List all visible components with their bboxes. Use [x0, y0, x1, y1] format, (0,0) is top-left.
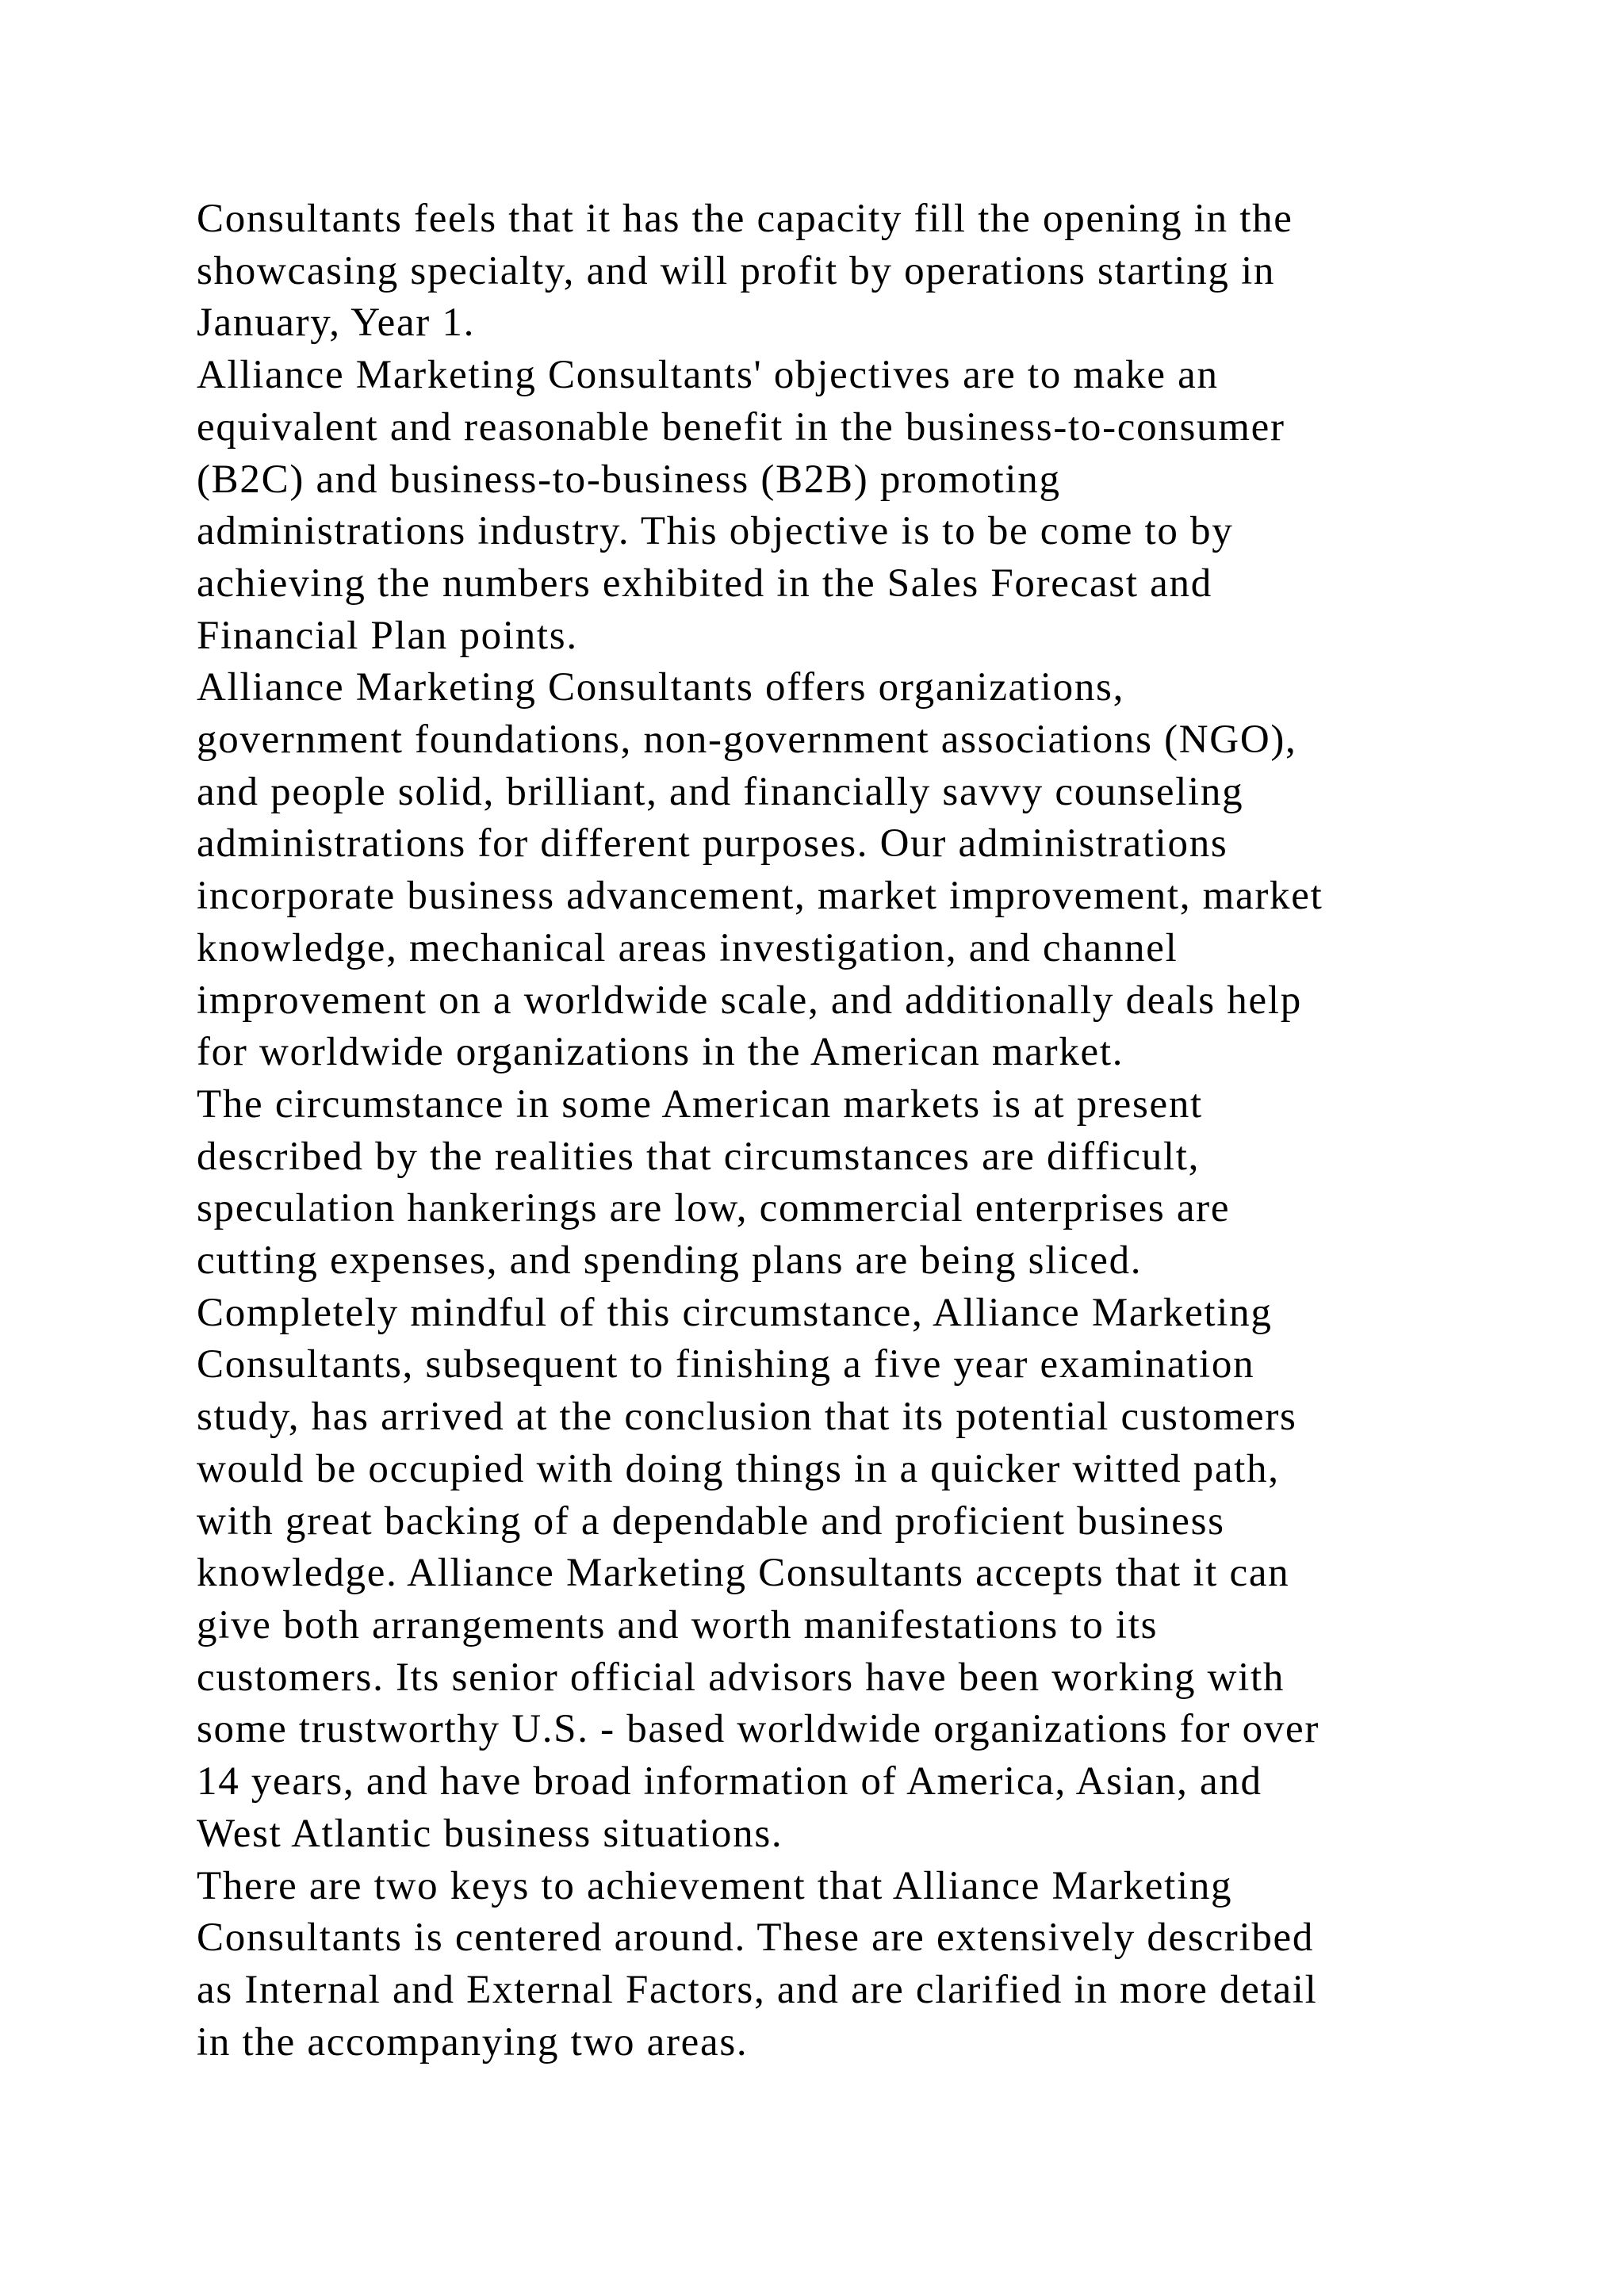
- text-line: study, has arrived at the conclusion that its potential customers: [197, 1395, 1297, 1440]
- text-line: for worldwide organizations in the American market.: [197, 1030, 1124, 1075]
- text-line: as Internal and External Factors, and are clarified in more detail: [197, 1967, 1318, 2012]
- text-line: Consultants feels that it has the capacity fill the opening in the: [197, 197, 1293, 241]
- text-line: (B2C) and business-to-business (B2B) promoting: [197, 457, 1061, 502]
- text-line: improvement on a worldwide scale, and additionally deals help: [197, 978, 1302, 1023]
- text-line: cutting expenses, and spending plans are being sliced.: [197, 1238, 1143, 1284]
- text-line: speculation hankerings are low, commercial enterprises are: [197, 1186, 1231, 1231]
- text-line: in the accompanying two areas.: [197, 2019, 749, 2064]
- text-line: equivalent and reasonable benefit in the business-to-consumer: [197, 404, 1285, 450]
- text-line: Alliance Marketing Consultants' objectives are to make an: [197, 353, 1219, 398]
- text-line: administrations industry. This objective is to be come to by: [197, 509, 1234, 554]
- text-line: The circumstance in some American markets is at present: [197, 1081, 1203, 1127]
- text-line: described by the realities that circumstances are difficult,: [197, 1134, 1201, 1179]
- text-line: There are two keys to achievement that Alliance Marketing: [197, 1863, 1233, 1908]
- document-body: [197, 193, 1497, 2068]
- text-line: with great backing of a dependable and proficient business: [197, 1498, 1225, 1544]
- text-line: 14 years, and have broad information of America, Asian, and: [197, 1759, 1262, 1804]
- text-line: incorporate business advancement, market improvement, market: [197, 874, 1323, 919]
- text-line: knowledge. Alliance Marketing Consultants accepts that it can: [197, 1551, 1290, 1596]
- text-line: Alliance Marketing Consultants offers organizations,: [197, 665, 1125, 710]
- text-line: Completely mindful of this circumstance, Alliance Marketing: [197, 1290, 1273, 1335]
- text-line: government foundations, non-government associations (NGO),: [197, 718, 1297, 763]
- text-line: some trustworthy U.S. - based worldwide organizations for over: [197, 1707, 1320, 1752]
- text-line: customers. Its senior official advisors have been working with: [197, 1655, 1285, 1700]
- text-line: Consultants, subsequent to finishing a five year examination: [197, 1342, 1255, 1387]
- text-line: January, Year 1.: [197, 300, 476, 346]
- text-line: give both arrangements and worth manifestations to its: [197, 1602, 1159, 1647]
- text-line: and people solid, brilliant, and financially savvy counseling: [197, 769, 1244, 814]
- text-line: West Atlantic business situations.: [197, 1811, 783, 1856]
- text-line: knowledge, mechanical areas investigation, and channel: [197, 925, 1178, 970]
- text-line: Consultants is centered around. These are extensively described: [197, 1915, 1315, 1961]
- text-line: administrations for different purposes. Our administrations: [197, 821, 1228, 867]
- text-line: achieving the numbers exhibited in the Sales Forecast and: [197, 561, 1212, 606]
- text-line: would be occupied with doing things in a quicker witted path,: [197, 1446, 1280, 1491]
- text-line: Financial Plan points.: [197, 613, 578, 658]
- text-line: showcasing specialty, and will profit by operations starting in: [197, 248, 1276, 293]
